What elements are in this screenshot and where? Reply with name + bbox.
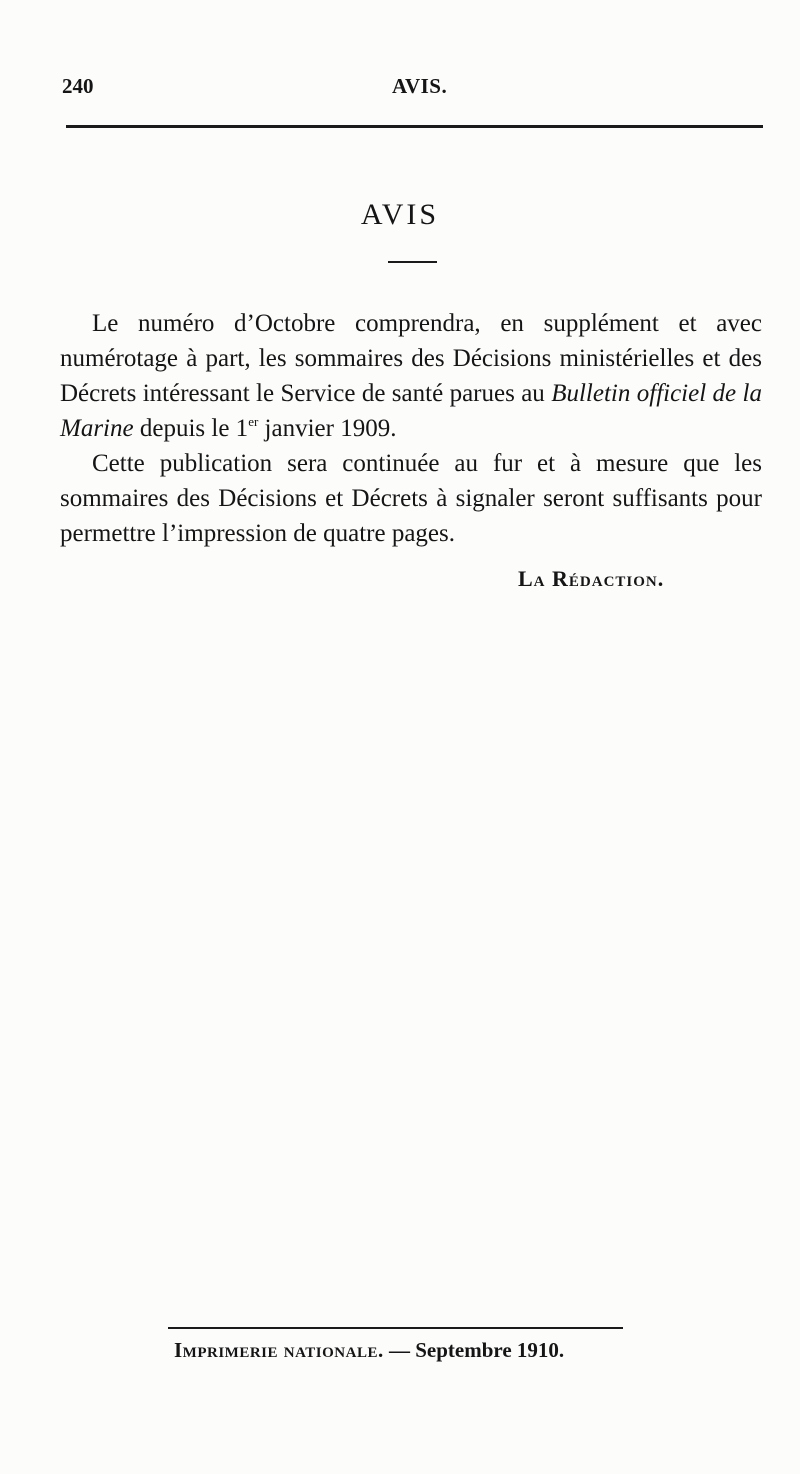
page-number: 240 bbox=[62, 74, 94, 98]
paragraph-2: Cette publication sera continuée au fur et à mesure que les sommaires des Décisions et Décrets à signaler seront suffisants pour permettre l’impression de quatre pages. bbox=[60, 450, 762, 547]
bulletin-title: Bulletin officiel de la Marine bbox=[60, 380, 762, 442]
footer-rule bbox=[168, 1327, 623, 1329]
title-rule bbox=[388, 261, 437, 263]
running-title: AVIS. bbox=[392, 74, 448, 98]
paragraph-1-text-c: janvier 1909. bbox=[258, 415, 397, 442]
running-header bbox=[62, 74, 762, 104]
paragraph-1-text-a: Le numéro d’Octobre comprendra, en supplément et avec numérotage à part, les sommaires des Décisions ministérielles et des Décrets intéressant le Service de santé parues au bbox=[60, 310, 762, 407]
paragraph-1-text-b: depuis le 1 bbox=[133, 415, 249, 442]
notice-title: AVIS bbox=[360, 198, 440, 231]
printer-name: Imprimerie nationale. bbox=[174, 1338, 384, 1362]
imprint-line bbox=[174, 1338, 564, 1363]
ordinal-superscript: er bbox=[248, 414, 259, 429]
print-date: — Septembre 1910. bbox=[383, 1338, 565, 1362]
signature: La Rédaction. bbox=[518, 566, 665, 591]
header-rule bbox=[66, 125, 763, 128]
paragraph-1 bbox=[60, 306, 762, 446]
notice-body bbox=[60, 306, 762, 551]
